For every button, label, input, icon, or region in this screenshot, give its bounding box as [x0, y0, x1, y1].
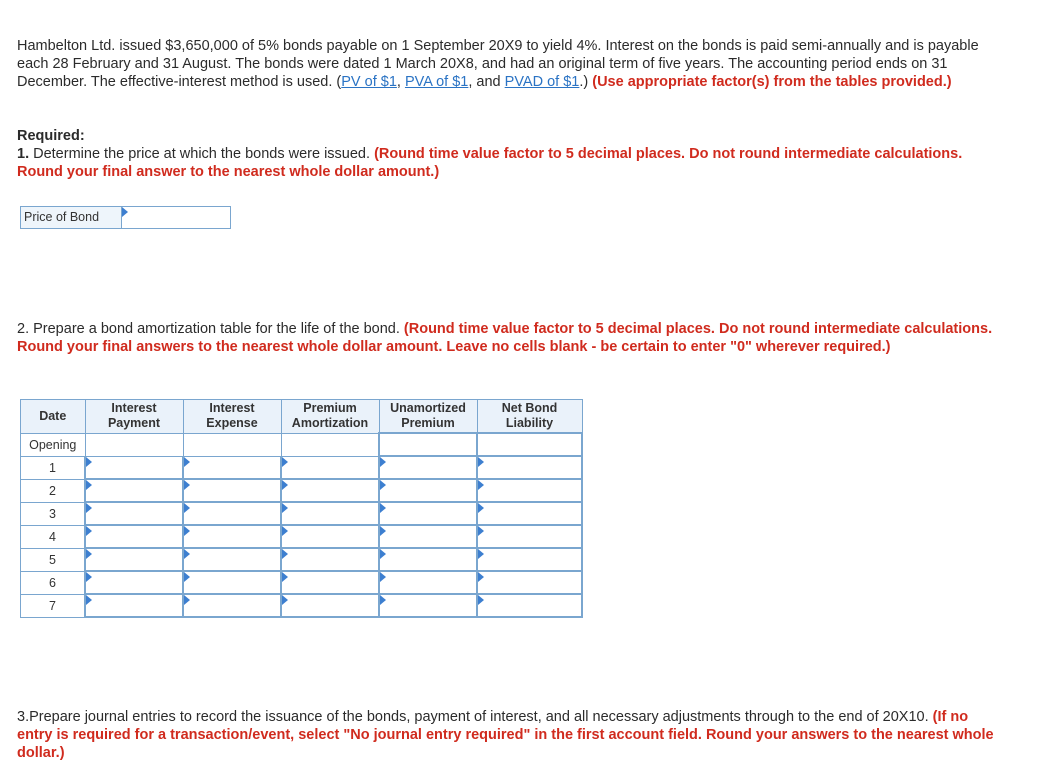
premium-amortization-cell[interactable] [281, 525, 379, 548]
input-flag-icon [380, 595, 386, 605]
interest-payment-cell[interactable] [85, 594, 183, 617]
net-bond-liability-input[interactable] [478, 457, 581, 478]
interest-expense-input[interactable] [184, 549, 280, 570]
question-2: 2. Prepare a bond amortization table for the life of the bond. (Round time value factor to 5 decimal places. Do not round intermediate calculations. Round your final answers to the nearest whole dollar amount. Leave no cells blank - be certain to enter "0" wherever required.) [17, 321, 993, 355]
net-bond-liability-cell[interactable] [477, 594, 582, 617]
row-period-number: 2 [21, 479, 86, 502]
pva-table-link[interactable]: PVA of $1 [404, 74, 469, 90]
input-flag-icon [86, 503, 92, 513]
input-flag-icon [380, 526, 386, 536]
price-of-bond-input[interactable] [122, 207, 230, 228]
unamortized-premium-input[interactable] [380, 549, 476, 570]
input-flag-icon [478, 572, 484, 582]
net-bond-liability-cell[interactable] [477, 479, 582, 502]
premium-amortization-input[interactable] [282, 503, 378, 524]
pv-table-link[interactable]: PV of $1 [341, 74, 397, 90]
input-flag-icon [478, 595, 484, 605]
q1-instruction: (Round time value factor to 5 decimal places. Do not round intermediate calculations. Round your final answer to the nearest whole dollar amount.) [17, 146, 963, 180]
q2-instruction: (Round time value factor to 5 decimal places. Do not round intermediate calculations. Round your final answers to the nearest whole dollar amount. Leave no cells blank - be certain to enter "0" wherever required.) [17, 321, 993, 355]
input-flag-icon [282, 457, 288, 467]
interest-payment-cell[interactable] [85, 525, 183, 548]
unamortized-premium-input[interactable] [380, 595, 476, 616]
input-flag-icon [86, 595, 92, 605]
input-flag-icon [478, 526, 484, 536]
interest-payment-input[interactable] [86, 457, 182, 479]
input-flag-icon [282, 595, 288, 605]
premium-amortization-cell[interactable] [281, 571, 379, 594]
net-bond-liability-input[interactable] [478, 549, 581, 570]
header-net-bond-liability: Net Bond Liability [477, 400, 582, 434]
net-bond-liability-cell[interactable] [477, 502, 582, 525]
table-row [21, 571, 583, 594]
input-flag-icon [184, 549, 190, 559]
interest-payment-input[interactable] [86, 480, 182, 501]
row-period-number: 5 [21, 548, 86, 571]
interest-expense-input[interactable] [184, 572, 280, 593]
interest-payment-cell[interactable] [85, 502, 183, 525]
row-period-number: 6 [21, 571, 86, 594]
unamortized-premium-cell[interactable] [379, 548, 477, 571]
interest-expense-cell[interactable] [183, 502, 281, 525]
net-bond-liability-input[interactable] [478, 503, 581, 524]
opening-net-bond-liability-input[interactable] [478, 434, 581, 455]
input-flag-icon [184, 503, 190, 513]
row-date-opening: Opening [21, 433, 86, 456]
interest-payment-cell[interactable] [85, 548, 183, 571]
input-flag-icon [478, 480, 484, 490]
unamortized-premium-input[interactable] [380, 526, 476, 547]
premium-amortization-cell[interactable] [281, 594, 379, 617]
table-header-row [21, 400, 583, 434]
price-of-bond-label: Price of Bond [20, 206, 122, 229]
premium-amortization-cell[interactable] [281, 479, 379, 502]
input-flag-icon [282, 572, 288, 582]
header-interest-payment: Interest Payment [85, 400, 183, 434]
interest-expense-input[interactable] [184, 457, 280, 479]
header-premium-amortization: Premium Amortization [281, 400, 379, 434]
premium-amortization-input[interactable] [282, 480, 378, 501]
header-interest-expense: Interest Expense [183, 400, 281, 434]
input-flag-icon [184, 572, 190, 582]
net-bond-liability-cell[interactable] [477, 571, 582, 594]
net-bond-liability-input[interactable] [478, 526, 581, 547]
table-row [21, 525, 583, 548]
interest-payment-input[interactable] [86, 549, 182, 570]
interest-payment-input[interactable] [86, 572, 182, 593]
unamortized-premium-input[interactable] [380, 480, 476, 501]
table-row [21, 479, 583, 502]
interest-expense-cell[interactable] [183, 456, 281, 479]
unamortized-premium-cell[interactable] [379, 525, 477, 548]
input-flag-icon [282, 526, 288, 536]
interest-expense-input[interactable] [184, 503, 280, 524]
interest-expense-input[interactable] [184, 480, 280, 501]
input-flag-icon [184, 457, 190, 467]
table-row-opening [21, 433, 583, 456]
input-flag-icon [86, 572, 92, 582]
net-bond-liability-cell[interactable] [477, 525, 582, 548]
premium-amortization-input[interactable] [282, 549, 378, 570]
input-flag-icon [380, 549, 386, 559]
unamortized-premium-cell[interactable] [379, 502, 477, 525]
net-bond-liability-cell[interactable] [477, 456, 582, 479]
unamortized-premium-input[interactable] [380, 572, 476, 593]
required-heading: Required: [17, 128, 85, 144]
table-row [21, 594, 583, 617]
header-date: Date [21, 400, 86, 434]
interest-payment-cell[interactable] [85, 456, 183, 479]
question-1: 1. Determine the price at which the bonds were issued. (Round time value factor to 5 decimal places. Do not round intermediate calculations. Round your final answer to the nearest whole dollar amount.) [17, 146, 963, 180]
opening-premium-amortization [281, 433, 379, 456]
input-flag-icon [184, 595, 190, 605]
opening-net-bond-liability-cell[interactable] [477, 433, 582, 456]
net-bond-liability-cell[interactable] [477, 548, 582, 571]
amortization-table [20, 399, 583, 618]
interest-expense-cell[interactable] [183, 525, 281, 548]
premium-amortization-cell[interactable] [281, 502, 379, 525]
premium-amortization-input[interactable] [282, 457, 378, 479]
input-flag-icon [282, 549, 288, 559]
premium-amortization-input[interactable] [282, 595, 378, 616]
unamortized-premium-input[interactable] [380, 457, 476, 478]
interest-expense-input[interactable] [184, 595, 280, 616]
input-flag-icon [380, 572, 386, 582]
interest-payment-cell[interactable] [85, 479, 183, 502]
interest-expense-cell[interactable] [183, 594, 281, 617]
table-row [21, 502, 583, 525]
problem-statement: Hambelton Ltd. issued $3,650,000 of 5% bonds payable on 1 September 20X9 to yield 4%. Interest on the bonds is paid semi-annually and is payable each 28 February and 31 August. The bonds were dated 1 March 20X8, and had an original term of five years. The accounting period ends on 31 December. The effective-interest method is used. (PV of $1, PVA of $1, and PVAD of $1.) (Use appropriate factor(s) from the tables provided.) [17, 38, 979, 90]
opening-unamortized-premium-input[interactable] [380, 434, 476, 455]
interest-expense-cell[interactable] [183, 479, 281, 502]
unamortized-premium-cell[interactable] [379, 479, 477, 502]
price-of-bond-row [20, 206, 231, 229]
price-of-bond-cell[interactable] [122, 206, 231, 229]
input-flag-icon [282, 503, 288, 513]
interest-expense-input[interactable] [184, 526, 280, 547]
unamortized-premium-cell[interactable] [379, 571, 477, 594]
input-flag-icon [184, 480, 190, 490]
input-flag-icon [86, 526, 92, 536]
interest-expense-cell[interactable] [183, 548, 281, 571]
interest-expense-cell[interactable] [183, 571, 281, 594]
input-flag-icon [86, 549, 92, 559]
opening-interest-payment [85, 433, 183, 456]
input-flag-icon [478, 457, 484, 467]
input-flag-icon [380, 503, 386, 513]
factor-instruction: (Use appropriate factor(s) from the tables provided.) [592, 74, 952, 90]
premium-amortization-input[interactable] [282, 572, 378, 593]
input-flag-icon [86, 480, 92, 490]
input-flag-icon [380, 480, 386, 490]
net-bond-liability-input[interactable] [478, 480, 581, 501]
interest-payment-input[interactable] [86, 503, 182, 524]
table-row [21, 456, 583, 479]
interest-payment-input[interactable] [86, 526, 182, 547]
question-3: 3.Prepare journal entries to record the issuance of the bonds, payment of interest, and all necessary adjustments through to the end of 20X10. (If no entry is required for a transaction/event, select "No journal entry required" in the first account field. Round your answers to the nearest whole dollar.) [17, 709, 994, 761]
opening-unamortized-premium-cell[interactable] [379, 433, 477, 456]
row-period-number: 7 [21, 594, 86, 617]
row-period-number: 4 [21, 525, 86, 548]
input-flag-icon [184, 526, 190, 536]
premium-amortization-input[interactable] [282, 526, 378, 547]
problem-text: Hambelton Ltd. issued $3,650,000 of 5% bonds payable on 1 September 20X9 to yield 4%. Interest on the bonds is paid semi-annually and is payable each 28 February and 31 August. The bonds were dated 1 March 20X8, and had an original term of five years. The accounting period ends on 31 December. The effective-interest method is used. ( [17, 38, 979, 90]
input-flag-icon [282, 480, 288, 490]
header-unamortized-premium: Unamortized Premium [379, 400, 477, 434]
row-period-number: 3 [21, 502, 86, 525]
net-bond-liability-input[interactable] [478, 572, 581, 593]
unamortized-premium-cell[interactable] [379, 456, 477, 479]
net-bond-liability-input[interactable] [478, 595, 581, 616]
input-flag-icon [380, 457, 386, 467]
q3-instruction: (If no entry is required for a transaction/event, select "No journal entry required" in the first account field. Round your answers to the nearest whole dollar.) [17, 709, 994, 761]
unamortized-premium-cell[interactable] [379, 594, 477, 617]
opening-interest-expense [183, 433, 281, 456]
table-row [21, 548, 583, 571]
input-flag-icon [478, 549, 484, 559]
interest-payment-input[interactable] [86, 595, 182, 616]
row-period-number: 1 [21, 456, 86, 479]
input-flag-icon [478, 503, 484, 513]
unamortized-premium-input[interactable] [380, 503, 476, 524]
input-flag-icon [122, 207, 128, 217]
pvad-table-link[interactable]: PVAD of $1 [504, 74, 580, 90]
premium-amortization-cell[interactable] [281, 456, 379, 479]
interest-payment-cell[interactable] [85, 571, 183, 594]
input-flag-icon [86, 457, 92, 467]
premium-amortization-cell[interactable] [281, 548, 379, 571]
required-section [17, 127, 1007, 181]
